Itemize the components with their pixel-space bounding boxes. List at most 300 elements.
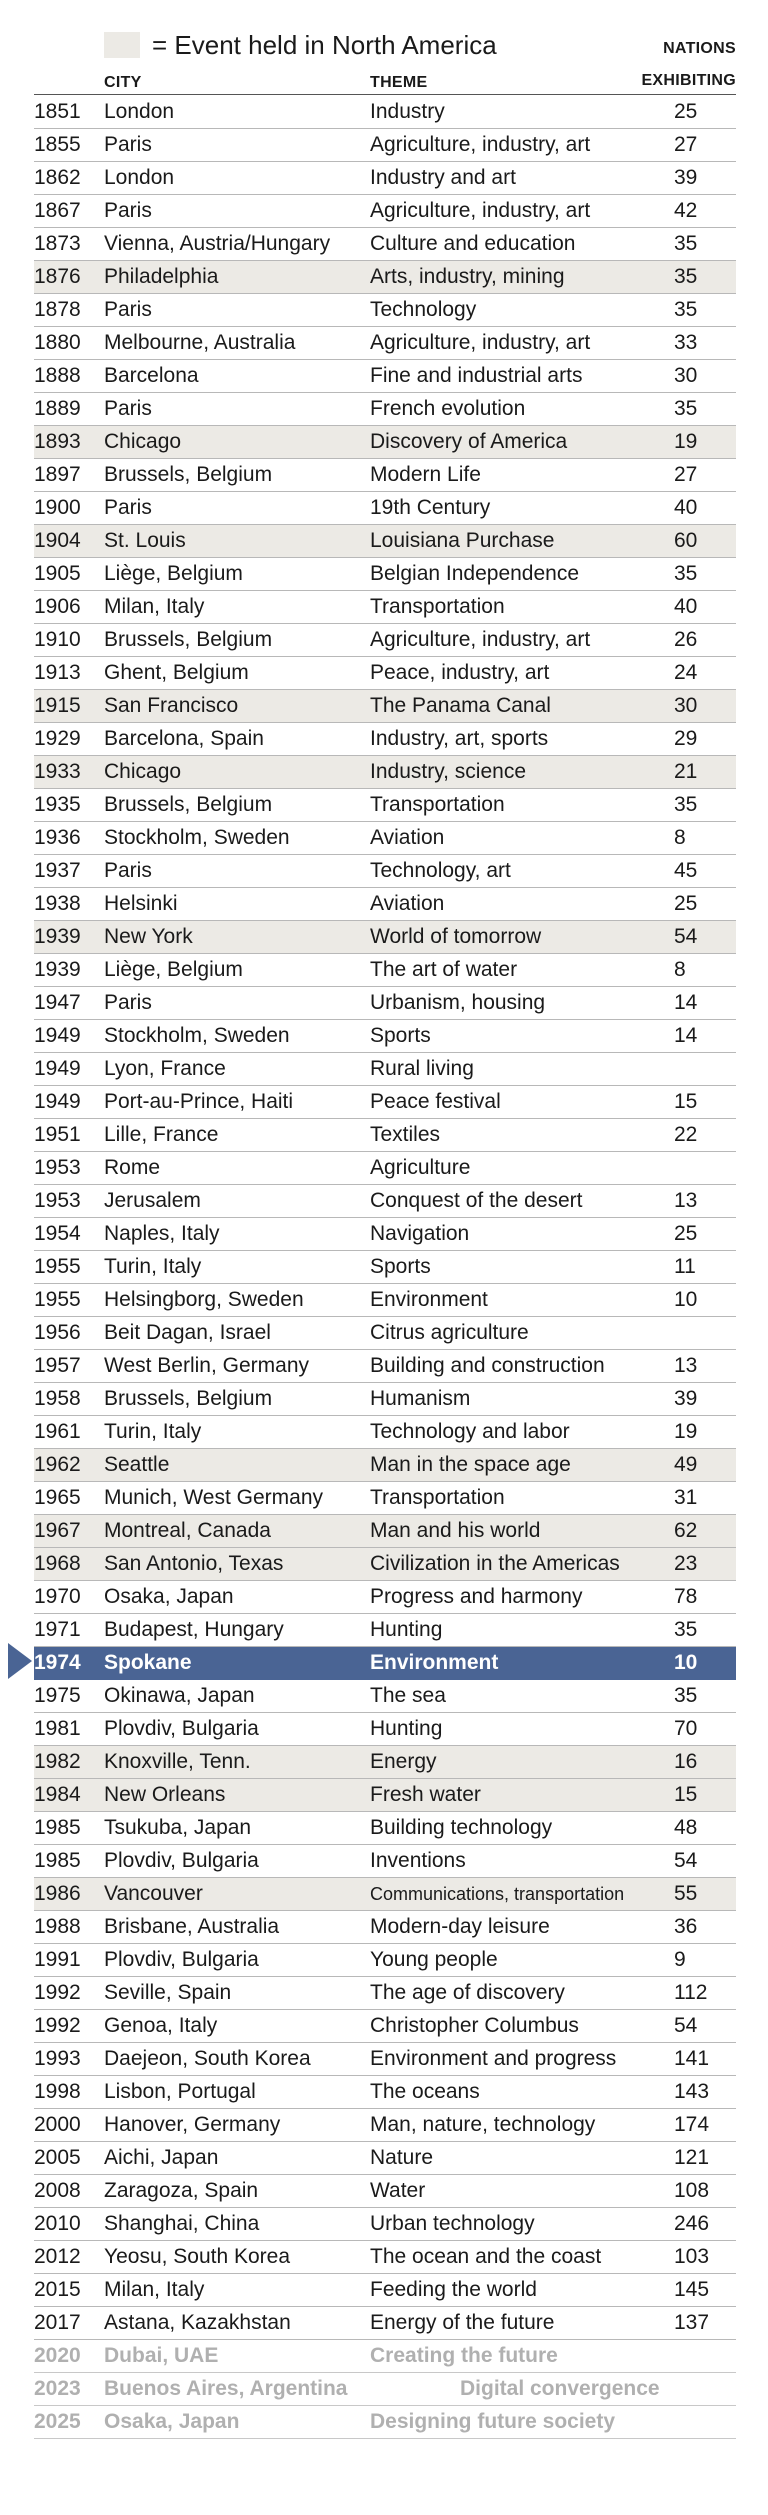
nations-cell: 108 xyxy=(674,2179,710,2202)
year-cell: 2000 xyxy=(34,2113,81,2136)
city-cell: Brussels, Belgium xyxy=(104,628,273,651)
nations-cell: 27 xyxy=(674,463,698,486)
theme-cell: Agriculture, industry, art xyxy=(370,133,591,156)
header-theme: THEME xyxy=(370,74,428,91)
table-row xyxy=(34,1119,736,1152)
theme-cell: Agriculture xyxy=(370,1156,471,1179)
nations-cell: 25 xyxy=(674,100,698,123)
table-row-future xyxy=(34,2373,736,2406)
table-row xyxy=(34,888,736,921)
theme-cell: Culture and education xyxy=(370,232,576,255)
city-cell: Barcelona xyxy=(104,364,199,387)
city-cell: London xyxy=(104,166,175,189)
table-row xyxy=(34,1086,736,1119)
table-row xyxy=(34,723,736,756)
nations-cell: 35 xyxy=(674,793,698,816)
city-cell: Stockholm, Sweden xyxy=(104,1024,290,1047)
year-cell: 1949 xyxy=(34,1090,81,1113)
nations-cell: 45 xyxy=(674,859,698,882)
theme-cell: Water xyxy=(370,2179,426,2202)
theme-cell: Man in the space age xyxy=(370,1453,571,1476)
theme-cell: Designing future society xyxy=(370,2410,616,2433)
header-nations-line1: NATIONS xyxy=(663,40,736,57)
nations-cell: 40 xyxy=(674,496,698,519)
table-row xyxy=(34,1878,736,1911)
city-cell: Brisbane, Australia xyxy=(104,1915,280,1938)
city-cell: Milan, Italy xyxy=(104,595,205,618)
city-cell: Seattle xyxy=(104,1453,170,1476)
table-row xyxy=(34,1251,736,1284)
theme-cell: Hunting xyxy=(370,1717,443,1740)
nations-cell: 14 xyxy=(674,991,698,1014)
table-row xyxy=(34,2010,736,2043)
year-cell: 1910 xyxy=(34,628,81,651)
nations-cell: 54 xyxy=(674,2014,698,2037)
city-cell: Chicago xyxy=(104,430,182,453)
theme-cell: Urban technology xyxy=(370,2212,535,2235)
table-row xyxy=(34,1416,736,1449)
theme-cell: Transportation xyxy=(370,1486,505,1509)
nations-cell: 9 xyxy=(674,1948,686,1971)
theme-cell: Louisiana Purchase xyxy=(370,529,555,552)
table-row-highlighted xyxy=(34,1647,736,1680)
theme-cell: Modern Life xyxy=(370,463,481,486)
nations-cell: 25 xyxy=(674,1222,698,1245)
table-row xyxy=(34,360,736,393)
nations-cell: 35 xyxy=(674,1618,698,1641)
theme-cell: Christopher Columbus xyxy=(370,2014,579,2037)
city-cell: Paris xyxy=(104,199,152,222)
city-cell: Paris xyxy=(104,991,152,1014)
year-cell: 1975 xyxy=(34,1684,81,1707)
city-cell: St. Louis xyxy=(104,529,186,552)
theme-cell: Young people xyxy=(370,1948,498,1971)
city-cell: Ghent, Belgium xyxy=(104,661,249,684)
table-row xyxy=(34,96,736,129)
theme-cell: Building and construction xyxy=(370,1354,605,1377)
highlight-marker-arrow xyxy=(8,1643,32,1679)
theme-cell: Agriculture, industry, art xyxy=(370,331,591,354)
year-cell: 1967 xyxy=(34,1519,81,1542)
year-cell: 2023 xyxy=(34,2377,81,2400)
theme-cell: Feeding the world xyxy=(370,2278,537,2301)
table-row xyxy=(34,1482,736,1515)
city-cell: Spokane xyxy=(104,1651,192,1674)
nations-cell: 35 xyxy=(674,1684,698,1707)
theme-cell: Citrus agriculture xyxy=(370,1321,529,1344)
year-cell: 1970 xyxy=(34,1585,81,1608)
year-cell: 1992 xyxy=(34,1981,81,2004)
table-row xyxy=(34,1515,736,1548)
nations-cell: 30 xyxy=(674,694,698,717)
year-cell: 1900 xyxy=(34,496,81,519)
theme-cell: The art of water xyxy=(370,958,518,981)
nations-cell: 13 xyxy=(674,1189,698,1212)
year-cell: 1873 xyxy=(34,232,81,255)
theme-cell: Peace festival xyxy=(370,1090,501,1113)
theme-cell: Arts, industry, mining xyxy=(370,265,565,288)
year-cell: 1957 xyxy=(34,1354,81,1377)
theme-cell: Discovery of America xyxy=(370,430,568,453)
table-row xyxy=(34,525,736,558)
theme-cell: Man and his world xyxy=(370,1519,541,1542)
table-row xyxy=(34,855,736,888)
theme-cell: Industry, art, sports xyxy=(370,727,549,750)
table-row xyxy=(34,2208,736,2241)
year-cell: 1933 xyxy=(34,760,81,783)
nations-cell: 40 xyxy=(674,595,698,618)
theme-cell: The sea xyxy=(370,1684,446,1707)
table-row xyxy=(34,657,736,690)
city-cell: Osaka, Japan xyxy=(104,2410,240,2433)
city-cell: Okinawa, Japan xyxy=(104,1684,255,1707)
city-cell: Paris xyxy=(104,397,152,420)
table-row xyxy=(34,459,736,492)
city-cell: Tsukuba, Japan xyxy=(104,1816,252,1839)
nations-cell: 14 xyxy=(674,1024,698,1047)
nations-cell: 15 xyxy=(674,1783,698,1806)
theme-cell: Digital convergence xyxy=(460,2377,660,2400)
city-cell: Jerusalem xyxy=(104,1189,201,1212)
theme-cell: Building technology xyxy=(370,1816,553,1839)
city-cell: Turin, Italy xyxy=(104,1420,202,1443)
theme-cell: Environment and progress xyxy=(370,2047,617,2070)
table-row xyxy=(34,2175,736,2208)
year-cell: 1956 xyxy=(34,1321,81,1344)
theme-cell: Transportation xyxy=(370,793,505,816)
table-row xyxy=(34,690,736,723)
nations-cell: 19 xyxy=(674,430,698,453)
nations-cell: 19 xyxy=(674,1420,698,1443)
city-cell: Naples, Italy xyxy=(104,1222,220,1245)
city-cell: Seville, Spain xyxy=(104,1981,232,2004)
table-row xyxy=(34,1911,736,1944)
table-row xyxy=(34,2109,736,2142)
nations-cell: 39 xyxy=(674,1387,698,1410)
year-cell: 1935 xyxy=(34,793,81,816)
city-cell: Barcelona, Spain xyxy=(104,727,264,750)
year-cell: 1893 xyxy=(34,430,81,453)
table-row xyxy=(34,1053,736,1086)
theme-cell: The ocean and the coast xyxy=(370,2245,602,2268)
table-row xyxy=(34,756,736,789)
nations-cell: 36 xyxy=(674,1915,698,1938)
year-cell: 1981 xyxy=(34,1717,81,1740)
city-cell: New York xyxy=(104,925,193,948)
theme-cell: Technology and labor xyxy=(370,1420,570,1443)
city-cell: San Antonio, Texas xyxy=(104,1552,284,1575)
city-cell: Plovdiv, Bulgaria xyxy=(104,1948,259,1971)
table-row xyxy=(34,492,736,525)
theme-cell: Conquest of the desert xyxy=(370,1189,583,1212)
year-cell: 1915 xyxy=(34,694,81,717)
theme-cell: Communications, transportation xyxy=(370,1884,625,1904)
theme-cell: Energy of the future xyxy=(370,2311,555,2334)
theme-cell: Technology, art xyxy=(370,859,511,882)
city-cell: Buenos Aires, Argentina xyxy=(104,2377,348,2400)
table-row xyxy=(34,2307,736,2340)
table-row xyxy=(34,1944,736,1977)
year-cell: 1951 xyxy=(34,1123,81,1146)
city-cell: Astana, Kazakhstan xyxy=(104,2311,291,2334)
year-cell: 1880 xyxy=(34,331,81,354)
nations-cell: 141 xyxy=(674,2047,710,2070)
year-cell: 1888 xyxy=(34,364,81,387)
year-cell: 1904 xyxy=(34,529,81,552)
table-row xyxy=(34,1581,736,1614)
table-row xyxy=(34,2076,736,2109)
nations-cell: 24 xyxy=(674,661,698,684)
city-cell: Milan, Italy xyxy=(104,2278,205,2301)
year-cell: 2017 xyxy=(34,2311,81,2334)
year-cell: 1889 xyxy=(34,397,81,420)
year-cell: 2010 xyxy=(34,2212,81,2235)
year-cell: 1968 xyxy=(34,1552,81,1575)
table-row xyxy=(34,1845,736,1878)
theme-cell: Industry and art xyxy=(370,166,516,189)
year-cell: 1913 xyxy=(34,661,81,684)
theme-cell: Industry, science xyxy=(370,760,527,783)
theme-cell: Environment xyxy=(370,1651,499,1674)
legend-swatch xyxy=(104,32,140,58)
year-cell: 1955 xyxy=(34,1255,81,1278)
city-cell: Philadelphia xyxy=(104,265,219,288)
nations-cell: 22 xyxy=(674,1123,698,1146)
city-cell: Melbourne, Australia xyxy=(104,331,296,354)
table-row xyxy=(34,1812,736,1845)
theme-cell: Agriculture, industry, art xyxy=(370,199,591,222)
table-row xyxy=(34,1713,736,1746)
year-cell: 1936 xyxy=(34,826,81,849)
city-cell: Lille, France xyxy=(104,1123,219,1146)
nations-cell: 11 xyxy=(674,1255,696,1278)
city-cell: Liège, Belgium xyxy=(104,562,243,585)
city-cell: Helsinki xyxy=(104,892,178,915)
nations-cell: 70 xyxy=(674,1717,698,1740)
nations-cell: 48 xyxy=(674,1816,698,1839)
table-row xyxy=(34,1746,736,1779)
table-row xyxy=(34,558,736,591)
theme-cell: Hunting xyxy=(370,1618,443,1641)
year-cell: 1897 xyxy=(34,463,81,486)
legend xyxy=(104,28,497,62)
theme-cell: World of tomorrow xyxy=(370,925,542,948)
year-cell: 1962 xyxy=(34,1453,81,1476)
nations-cell: 35 xyxy=(674,562,698,585)
theme-cell: Man, nature, technology xyxy=(370,2113,596,2136)
theme-cell: Peace, industry, art xyxy=(370,661,550,684)
city-cell: Paris xyxy=(104,298,152,321)
city-cell: Genoa, Italy xyxy=(104,2014,218,2037)
expo-table xyxy=(34,96,736,2439)
table-row xyxy=(34,1218,736,1251)
city-cell: Port-au-Prince, Haiti xyxy=(104,1090,294,1113)
city-cell: West Berlin, Germany xyxy=(104,1354,310,1377)
nations-cell: 8 xyxy=(674,826,686,849)
nations-cell: 112 xyxy=(674,1981,708,2004)
nations-cell: 39 xyxy=(674,166,698,189)
city-cell: Liège, Belgium xyxy=(104,958,243,981)
table-row xyxy=(34,294,736,327)
nations-cell: 29 xyxy=(674,727,698,750)
year-cell: 1991 xyxy=(34,1948,81,1971)
theme-cell: Progress and harmony xyxy=(370,1585,583,1608)
year-cell: 2005 xyxy=(34,2146,81,2169)
theme-cell: The Panama Canal xyxy=(370,694,551,717)
theme-cell: Humanism xyxy=(370,1387,471,1410)
year-cell: 1965 xyxy=(34,1486,81,1509)
theme-cell: Belgian Independence xyxy=(370,562,580,585)
city-cell: Vancouver xyxy=(104,1882,203,1905)
nations-cell: 174 xyxy=(674,2113,710,2136)
theme-cell: Rural living xyxy=(370,1057,474,1080)
table-row xyxy=(34,1152,736,1185)
theme-cell: Industry xyxy=(370,100,445,123)
theme-cell: 19th Century xyxy=(370,496,491,519)
year-cell: 1905 xyxy=(34,562,81,585)
nations-cell: 49 xyxy=(674,1453,698,1476)
year-cell: 1971 xyxy=(34,1618,81,1641)
year-cell: 1937 xyxy=(34,859,81,882)
nations-cell: 54 xyxy=(674,1849,698,1872)
nations-cell: 103 xyxy=(674,2245,710,2268)
table-row xyxy=(34,129,736,162)
nations-cell: 13 xyxy=(674,1354,698,1377)
theme-cell: The age of discovery xyxy=(370,1981,565,2004)
nations-cell: 33 xyxy=(674,331,698,354)
table-row xyxy=(34,789,736,822)
city-cell: Montreal, Canada xyxy=(104,1519,271,1542)
year-cell: 1954 xyxy=(34,1222,81,1245)
nations-cell: 16 xyxy=(674,1750,698,1773)
nations-cell: 121 xyxy=(674,2146,710,2169)
theme-cell: Transportation xyxy=(370,595,505,618)
theme-cell: Fresh water xyxy=(370,1783,481,1806)
city-cell: Hanover, Germany xyxy=(104,2113,281,2136)
theme-cell: Sports xyxy=(370,1024,431,1047)
theme-cell: Sports xyxy=(370,1255,431,1278)
table-row xyxy=(34,987,736,1020)
table-row xyxy=(34,1185,736,1218)
table-row xyxy=(34,1350,736,1383)
city-cell: Chicago xyxy=(104,760,182,783)
nations-cell: 78 xyxy=(674,1585,698,1608)
city-cell: Plovdiv, Bulgaria xyxy=(104,1849,259,1872)
city-cell: Helsingborg, Sweden xyxy=(104,1288,304,1311)
year-cell: 1855 xyxy=(34,133,81,156)
theme-cell: Creating the future xyxy=(370,2344,558,2367)
nations-cell: 137 xyxy=(674,2311,710,2334)
theme-cell: Urbanism, housing xyxy=(370,991,546,1014)
nations-cell: 54 xyxy=(674,925,698,948)
year-cell: 1947 xyxy=(34,991,81,1014)
nations-cell: 35 xyxy=(674,265,698,288)
theme-cell: Environment xyxy=(370,1288,488,1311)
year-cell: 1949 xyxy=(34,1057,81,1080)
table-row-future xyxy=(34,2406,736,2439)
nations-cell: 10 xyxy=(674,1651,698,1674)
theme-cell: Textiles xyxy=(370,1123,441,1146)
table-row xyxy=(34,2274,736,2307)
table-row xyxy=(34,822,736,855)
table-row xyxy=(34,162,736,195)
year-cell: 1988 xyxy=(34,1915,81,1938)
theme-cell: Aviation xyxy=(370,826,445,849)
year-cell: 1961 xyxy=(34,1420,81,1443)
nations-cell: 8 xyxy=(674,958,686,981)
year-cell: 1985 xyxy=(34,1816,81,1839)
year-cell: 1939 xyxy=(34,925,81,948)
theme-cell: Energy xyxy=(370,1750,437,1773)
year-cell: 1953 xyxy=(34,1156,81,1179)
year-cell: 1982 xyxy=(34,1750,81,1773)
city-cell: Stockholm, Sweden xyxy=(104,826,290,849)
header-city: CITY xyxy=(104,74,142,91)
nations-cell: 143 xyxy=(674,2080,710,2103)
year-cell: 1986 xyxy=(34,1882,81,1905)
nations-cell: 30 xyxy=(674,364,698,387)
theme-cell: Inventions xyxy=(370,1849,466,1872)
year-cell: 1992 xyxy=(34,2014,81,2037)
year-cell: 2015 xyxy=(34,2278,81,2301)
theme-cell: Technology xyxy=(370,298,477,321)
city-cell: Aichi, Japan xyxy=(104,2146,219,2169)
city-cell: Vienna, Austria/Hungary xyxy=(104,232,331,255)
nations-cell: 60 xyxy=(674,529,698,552)
year-cell: 1878 xyxy=(34,298,81,321)
year-cell: 1929 xyxy=(34,727,81,750)
theme-cell: Modern-day leisure xyxy=(370,1915,550,1938)
year-cell: 2012 xyxy=(34,2245,81,2268)
year-cell: 1993 xyxy=(34,2047,81,2070)
city-cell: Brussels, Belgium xyxy=(104,463,273,486)
year-cell: 1938 xyxy=(34,892,81,915)
nations-cell: 35 xyxy=(674,298,698,321)
header-divider xyxy=(34,94,736,95)
city-cell: Paris xyxy=(104,496,152,519)
nations-cell: 62 xyxy=(674,1519,698,1542)
city-cell: Beit Dagan, Israel xyxy=(104,1321,271,1344)
city-cell: San Francisco xyxy=(104,694,239,717)
table-row xyxy=(34,591,736,624)
table-row-future xyxy=(34,2340,736,2373)
city-cell: Dubai, UAE xyxy=(104,2344,219,2367)
table-row xyxy=(34,327,736,360)
nations-cell: 35 xyxy=(674,397,698,420)
nations-cell: 246 xyxy=(674,2212,710,2235)
city-cell: Brussels, Belgium xyxy=(104,1387,273,1410)
table-row xyxy=(34,1680,736,1713)
year-cell: 2020 xyxy=(34,2344,81,2367)
year-cell: 1953 xyxy=(34,1189,81,1212)
city-cell: Budapest, Hungary xyxy=(104,1618,284,1641)
year-cell: 1984 xyxy=(34,1783,81,1806)
table-row xyxy=(34,624,736,657)
table-row xyxy=(34,1383,736,1416)
table-row xyxy=(34,2142,736,2175)
city-cell: Lyon, France xyxy=(104,1057,226,1080)
theme-cell: Agriculture, industry, art xyxy=(370,628,591,651)
year-cell: 1862 xyxy=(34,166,81,189)
table-row xyxy=(34,261,736,294)
nations-cell: 55 xyxy=(674,1882,698,1905)
year-cell: 1867 xyxy=(34,199,81,222)
year-cell: 1974 xyxy=(34,1651,81,1674)
city-cell: Zaragoza, Spain xyxy=(104,2179,259,2202)
table-row xyxy=(34,1020,736,1053)
theme-cell: French evolution xyxy=(370,397,526,420)
nations-cell: 27 xyxy=(674,133,698,156)
